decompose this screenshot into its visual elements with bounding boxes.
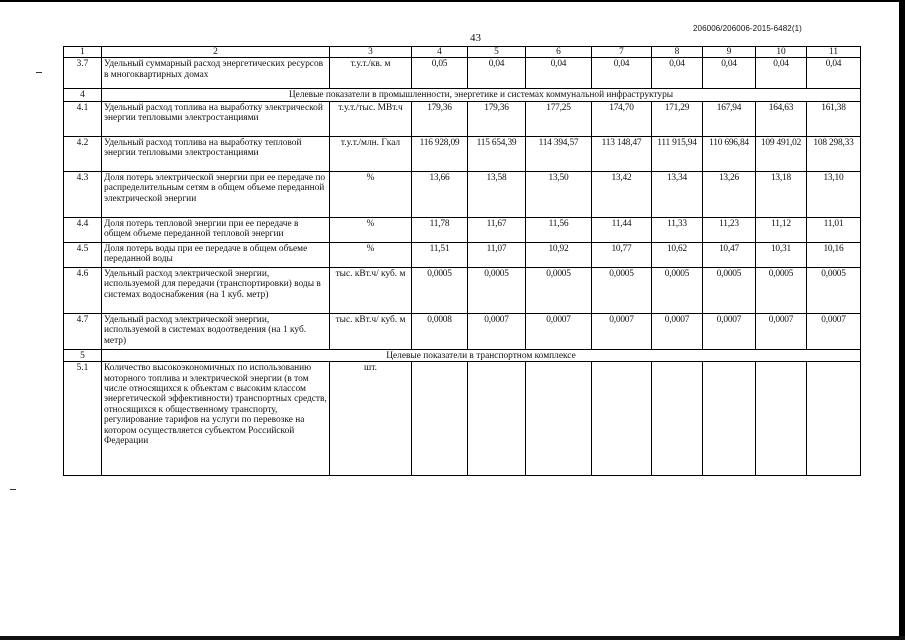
indicator-value: 0,0005: [807, 267, 861, 313]
unit-of-measure: т.у.т./кв. м: [330, 58, 412, 89]
row-number: 4.5: [64, 242, 102, 267]
indicator-value: 0,0007: [468, 313, 526, 349]
indicator-value: 11,78: [412, 217, 468, 242]
section-row: [64, 349, 861, 361]
indicator-value: 10,62: [652, 242, 703, 267]
indicator-value: 0,0007: [592, 313, 652, 349]
indicator-description: Доля потерь воды при ее передаче в общем объеме переданной воды: [102, 242, 330, 267]
indicator-value: 0,0005: [703, 267, 756, 313]
indicator-value: 0,0005: [652, 267, 703, 313]
indicator-value: 0,0005: [468, 267, 526, 313]
indicator-value: 10,77: [592, 242, 652, 267]
indicator-value: [756, 362, 807, 476]
indicator-value: 110 696,84: [703, 136, 756, 171]
indicator-value: 0,0008: [412, 313, 468, 349]
section-number: 5: [64, 349, 102, 361]
indicator-value: 108 298,33: [807, 136, 861, 171]
row-number: 4.6: [64, 267, 102, 313]
column-header: 6: [526, 47, 592, 58]
indicator-value: 0,05: [412, 58, 468, 89]
indicator-value: 10,92: [526, 242, 592, 267]
indicator-value: 10,16: [807, 242, 861, 267]
indicator-value: 0,0005: [756, 267, 807, 313]
row-number: 4.2: [64, 136, 102, 171]
indicator-value: 0,0007: [703, 313, 756, 349]
indicator-value: 0,04: [703, 58, 756, 89]
indicator-value: 0,04: [592, 58, 652, 89]
indicator-description: Удельный суммарный расход энергетических ресурсов в многоквартирных домах: [102, 58, 330, 89]
indicator-value: 11,12: [756, 217, 807, 242]
column-header: 9: [703, 47, 756, 58]
indicator-value: 0,0005: [592, 267, 652, 313]
indicator-value: 0,04: [468, 58, 526, 89]
indicator-value: [468, 362, 526, 476]
indicator-value: 11,44: [592, 217, 652, 242]
indicator-description: Количество высокоэкономичных по использованию моторного топлива и электрической энергии (в том числе относящихся к объектам с высоким классом энергетической эффективности) транспортных средств, относящихся к общественному транспорту, регулирование тарифов на услуги по перевозке на котором осуществляется субъектом Российской Федерации: [102, 362, 330, 476]
indicator-value: 0,04: [807, 58, 861, 89]
indicator-description: Удельный расход топлива на выработку электрической энергии тепловыми электростанциями: [102, 101, 330, 136]
indicator-value: 13,66: [412, 171, 468, 217]
indicator-value: 0,0007: [756, 313, 807, 349]
margin-mark: [36, 72, 42, 73]
indicator-value: 13,50: [526, 171, 592, 217]
row-number: 5.1: [64, 362, 102, 476]
section-title: Целевые показатели в промышленности, энергетике и системах коммунальной инфраструктуры: [102, 89, 861, 101]
indicator-description: Доля потерь электрической энергии при ее передаче по распределительным сетям в общем объеме переданной электрической энергии: [102, 171, 330, 217]
row-number: 4.3: [64, 171, 102, 217]
indicator-description: Доля потерь тепловой энергии при ее передаче в общем объеме переданной тепловой энергии: [102, 217, 330, 242]
indicator-value: 0,04: [652, 58, 703, 89]
indicator-value: 111 915,94: [652, 136, 703, 171]
indicator-value: 115 654,39: [468, 136, 526, 171]
indicator-value: 177,25: [526, 101, 592, 136]
indicator-value: 116 928,09: [412, 136, 468, 171]
table-row: [64, 362, 861, 476]
table-row: [64, 136, 861, 171]
column-header: 7: [592, 47, 652, 58]
indicator-value: [652, 362, 703, 476]
indicator-value: 10,31: [756, 242, 807, 267]
indicator-description: Удельный расход топлива на выработку тепловой энергии тепловыми электростанциями: [102, 136, 330, 171]
unit-of-measure: шт.: [330, 362, 412, 476]
indicator-value: 10,47: [703, 242, 756, 267]
column-header: 1: [64, 47, 102, 58]
indicator-value: [807, 362, 861, 476]
table-row: [64, 217, 861, 242]
column-header-row: [64, 47, 861, 58]
indicator-value: 13,18: [756, 171, 807, 217]
indicator-value: 109 491,02: [756, 136, 807, 171]
indicator-value: [703, 362, 756, 476]
unit-of-measure: т.у.т./тыс. МВт.ч: [330, 101, 412, 136]
indicator-value: 0,0005: [526, 267, 592, 313]
indicator-value: 179,36: [468, 101, 526, 136]
table-row: [64, 242, 861, 267]
indicator-value: 167,94: [703, 101, 756, 136]
scan-frame-right: [899, 0, 905, 640]
table-row: [64, 267, 861, 313]
indicator-value: 11,56: [526, 217, 592, 242]
indicator-value: [526, 362, 592, 476]
table-row: [64, 101, 861, 136]
indicator-description: Удельный расход электрической энергии, используемой в системах водоотведения (на 1 куб. метр): [102, 313, 330, 349]
indicator-value: 11,33: [652, 217, 703, 242]
unit-of-measure: %: [330, 217, 412, 242]
unit-of-measure: %: [330, 171, 412, 217]
indicator-value: 171,29: [652, 101, 703, 136]
column-header: 11: [807, 47, 861, 58]
indicator-value: 11,67: [468, 217, 526, 242]
row-number: 3.7: [64, 58, 102, 89]
section-row: [64, 89, 861, 101]
unit-of-measure: т.у.т./млн. Гкал: [330, 136, 412, 171]
column-header: 2: [102, 47, 330, 58]
indicator-value: 164,63: [756, 101, 807, 136]
indicator-value: [412, 362, 468, 476]
target-indicators-table: [63, 46, 861, 476]
indicator-value: 161,38: [807, 101, 861, 136]
table-row: [64, 171, 861, 217]
indicator-value: 13,34: [652, 171, 703, 217]
indicator-value: 0,0007: [526, 313, 592, 349]
indicator-value: 11,23: [703, 217, 756, 242]
indicator-value: 0,0007: [807, 313, 861, 349]
column-header: 3: [330, 47, 412, 58]
indicator-value: 0,0007: [652, 313, 703, 349]
indicator-value: 13,58: [468, 171, 526, 217]
indicator-value: 113 148,47: [592, 136, 652, 171]
indicator-value: 11,01: [807, 217, 861, 242]
indicator-value: 114 394,57: [526, 136, 592, 171]
indicator-value: 11,51: [412, 242, 468, 267]
indicator-value: 13,10: [807, 171, 861, 217]
row-number: 4.7: [64, 313, 102, 349]
table-row: [64, 58, 861, 89]
column-header: 5: [468, 47, 526, 58]
unit-of-measure: %: [330, 242, 412, 267]
indicator-value: 11,07: [468, 242, 526, 267]
column-header: 4: [412, 47, 468, 58]
indicator-value: 13,26: [703, 171, 756, 217]
column-header: 8: [652, 47, 703, 58]
section-title: Целевые показатели в транспортном комплексе: [102, 349, 861, 361]
table-row: [64, 313, 861, 349]
indicator-description: Удельный расход электрической энергии, используемой для передачи (транспортировки) воды в системах водоснабжения (на 1 куб. метр): [102, 267, 330, 313]
scan-frame-top: [0, 0, 905, 2]
unit-of-measure: тыс. кВт.ч/ куб. м: [330, 267, 412, 313]
indicator-value: 0,04: [756, 58, 807, 89]
column-header: 10: [756, 47, 807, 58]
indicator-value: 13,42: [592, 171, 652, 217]
indicator-value: 179,36: [412, 101, 468, 136]
section-number: 4: [64, 89, 102, 101]
row-number: 4.4: [64, 217, 102, 242]
indicator-value: [592, 362, 652, 476]
document-id: 206006/206006-2015-6482(1): [693, 24, 802, 33]
margin-mark: [10, 489, 16, 490]
indicator-value: 0,0005: [412, 267, 468, 313]
scan-frame-bottom: [0, 636, 905, 640]
indicator-value: 0,04: [526, 58, 592, 89]
page-number: 43: [470, 32, 481, 44]
row-number: 4.1: [64, 101, 102, 136]
unit-of-measure: тыс. кВт.ч/ куб. м: [330, 313, 412, 349]
indicator-value: 174,70: [592, 101, 652, 136]
